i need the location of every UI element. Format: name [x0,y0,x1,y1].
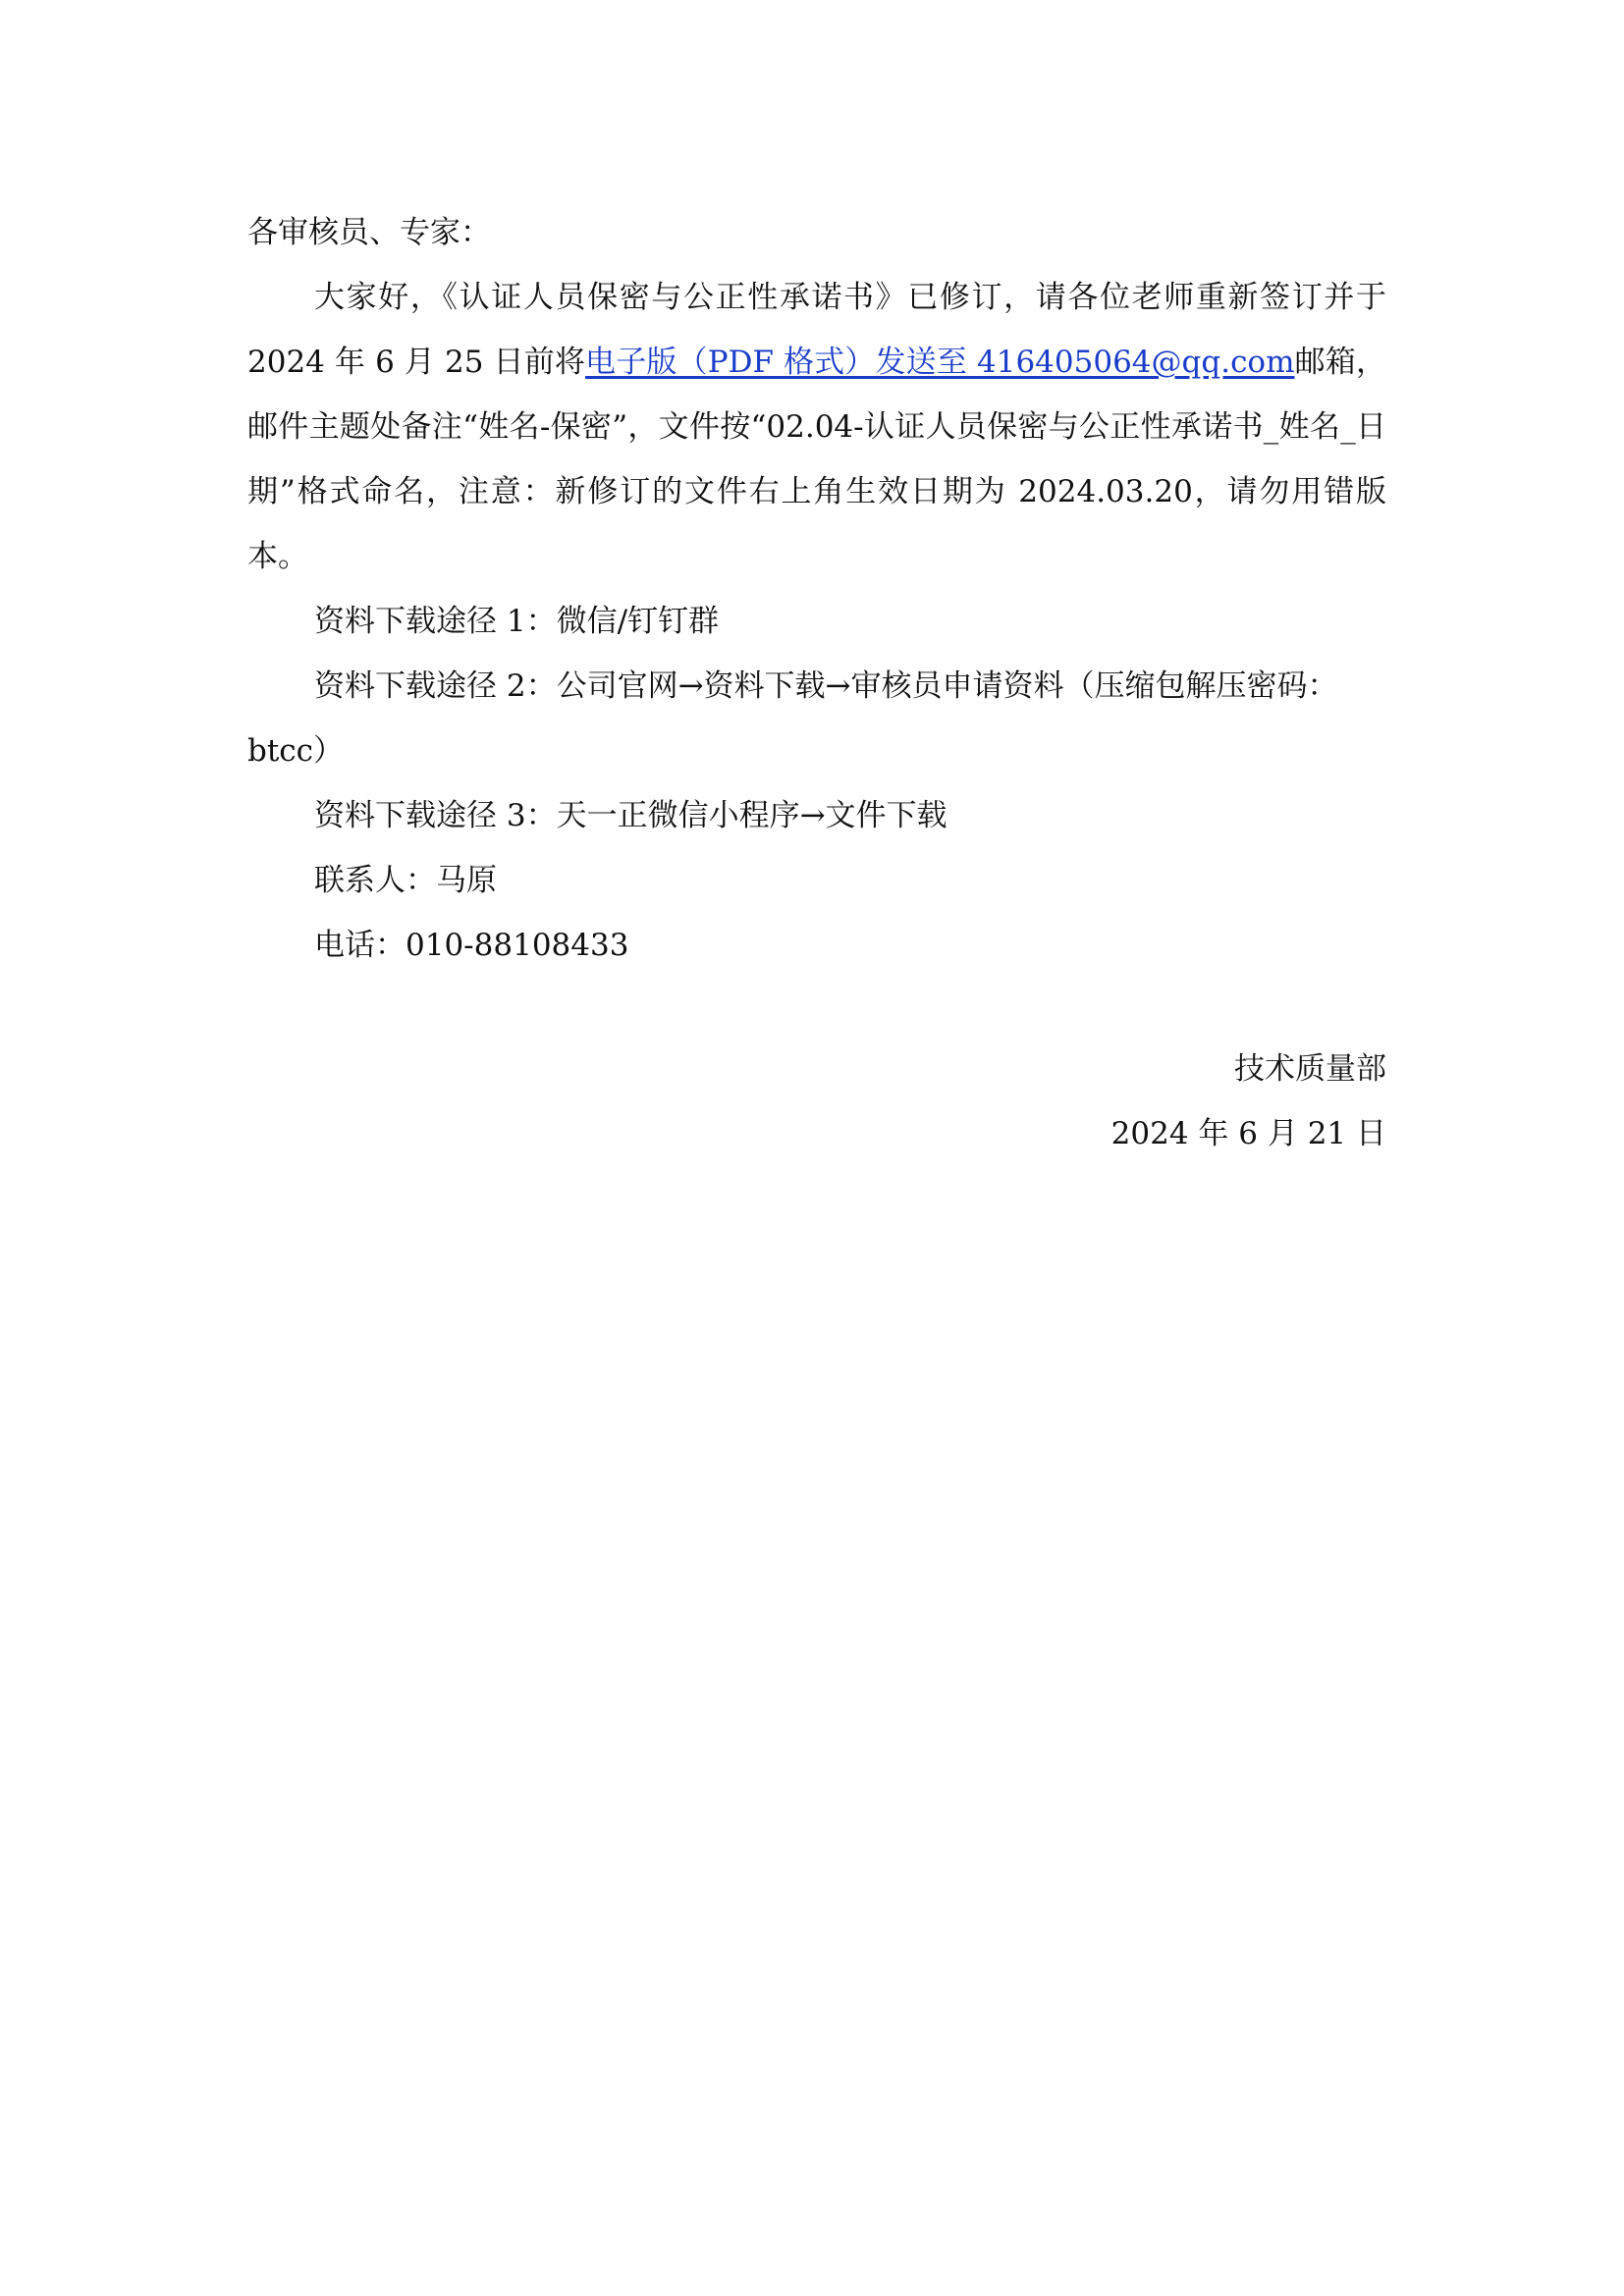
letter-body [247,200,1386,978]
download-route-2-line1: 资料下载途径 2：公司官网→资料下载→审核员申请资料（压缩包解压密码： [314,668,1338,704]
main-paragraph-part2: 邮箱，邮件主题处备注“姓名-保密”，文件按“02.04-认证人员保密与公正性承诺书_姓名_日期”格式命名，注意：新修订的文件右上角生效日期为 2024.03.20，请勿用错版本。 [247,345,1387,574]
download-route-1: 资料下载途径 1：微信/钉钉群 [314,604,720,639]
phone-number: 电话：010-88108433 [314,928,629,963]
department-name: 技术质量部 [1234,1051,1386,1087]
email-link[interactable]: 电子版（PDF 格式）发送至 416405064@qq.com [585,345,1295,380]
contact-person: 联系人：马原 [314,863,497,898]
main-paragraph-part1: 大家好，《认证人员保密与公正性承诺书》已修订，请各位老师重新签订并于 2024 年 6 月 25 日前将 [247,280,1386,380]
download-route-3: 资料下载途径 3：天一正微信小程序→文件下载 [314,798,947,833]
signature-block [1111,1037,1386,1166]
download-route-2-line2: btcc） [247,733,345,769]
signature-date: 2024 年 6 月 21 日 [1110,1116,1386,1151]
main-paragraph [247,265,1386,589]
salutation: 各审核员、专家： [247,215,491,250]
